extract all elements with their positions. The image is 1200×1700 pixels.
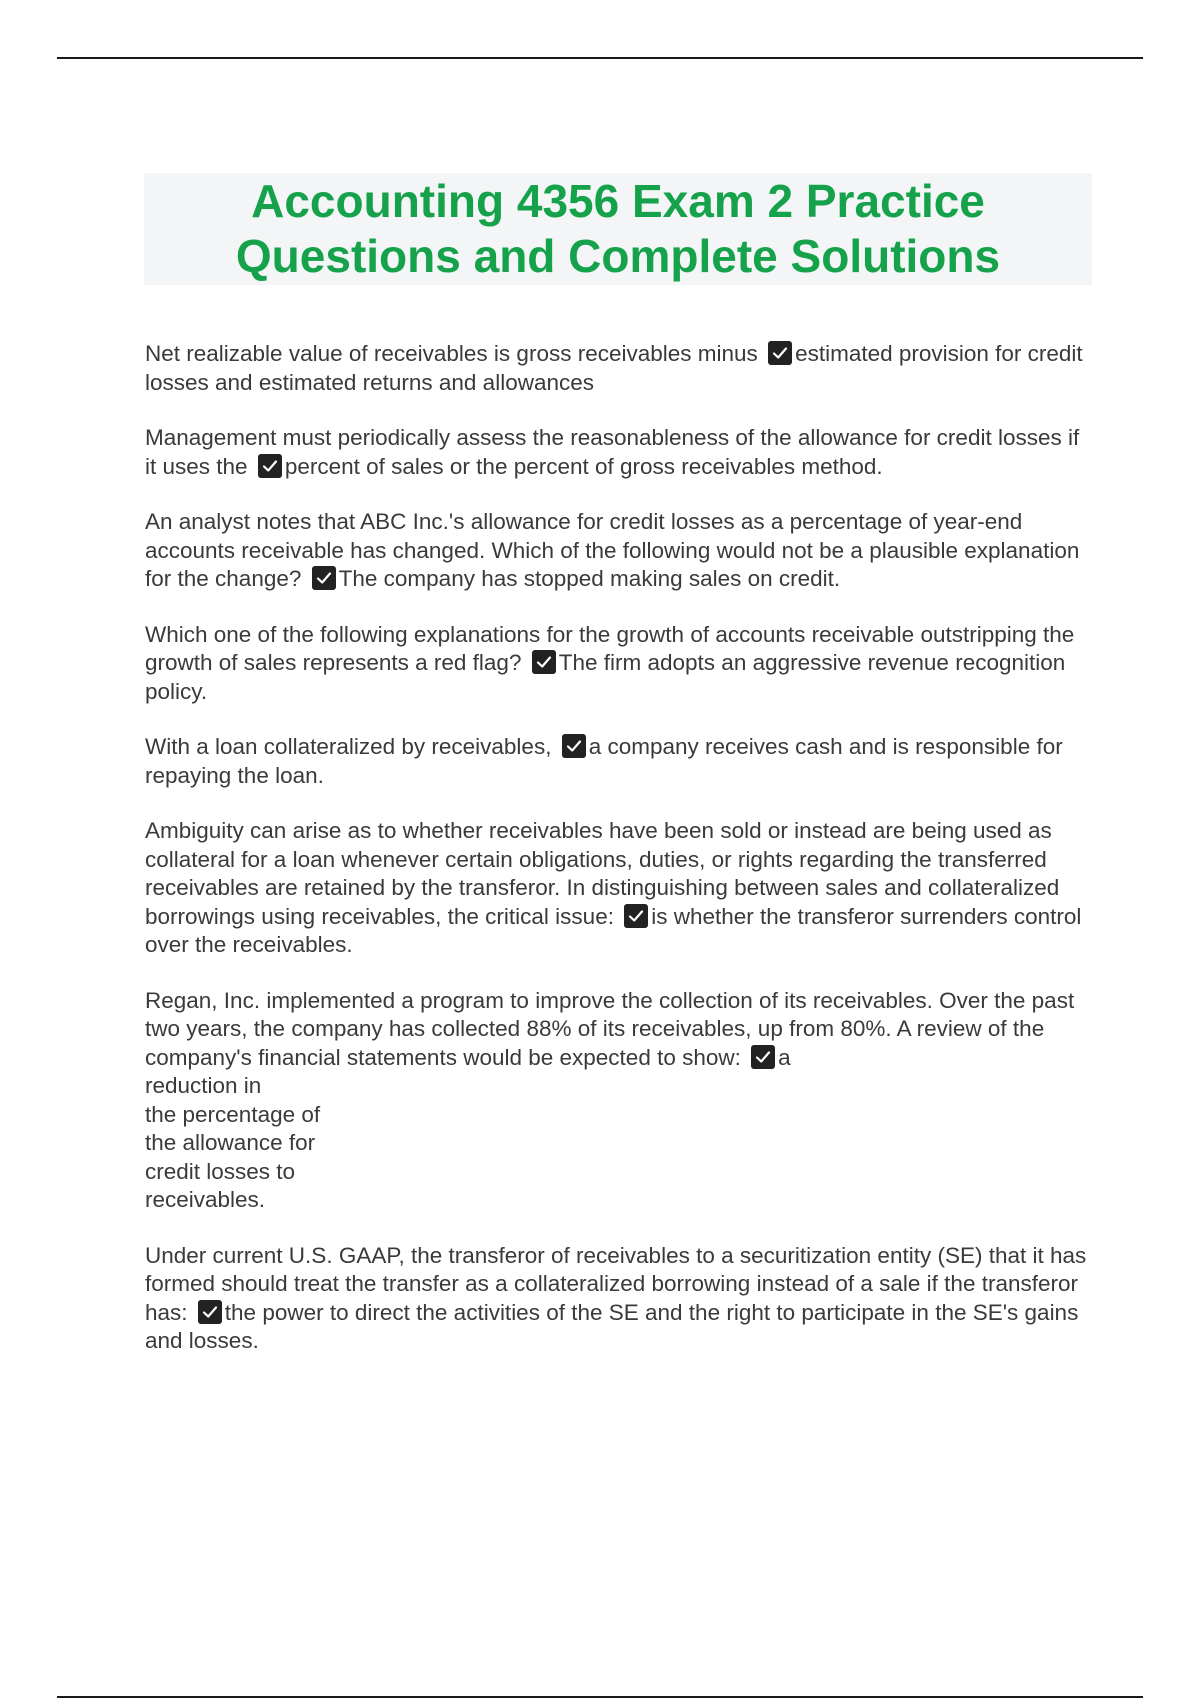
check-box-icon (198, 1300, 222, 1324)
answer-text: The firm adopts an aggressive revenue recognition policy. (145, 650, 1066, 704)
qa-item (145, 733, 1095, 790)
answer-text: The company has stopped making sales on credit. (338, 566, 841, 591)
answer-text: percent of sales or the percent of gross receivables method. (284, 453, 883, 479)
check-box-icon (532, 650, 556, 674)
question-text: Regan, Inc. implemented a program to improve the collection of its receivables. Over the past two years, the company has collected 88% of its receivables, up from 80%. A review of the company's financial statements would be expected to show: (145, 987, 1075, 1070)
qa-item (145, 424, 1095, 481)
answer-text: estimated provision for credit losses and estimated returns and allowances (145, 341, 1083, 395)
title-banner (144, 173, 1092, 285)
qa-item (145, 340, 1095, 397)
answer-line: receivables. (145, 1187, 266, 1212)
answer-line: credit losses to (145, 1158, 296, 1184)
qa-item (145, 987, 1095, 1215)
question-text: Which one of the following explanations for the growth of accounts receivable outstripping the growth of sales represents a red flag? (145, 621, 1075, 675)
check-box-icon (751, 1045, 775, 1069)
answer-line: the percentage of (145, 1101, 321, 1127)
answer-line: the allowance for (145, 1130, 316, 1155)
check-box-icon (768, 341, 792, 365)
answer-text: a (778, 1044, 791, 1070)
check-box-icon (562, 734, 586, 758)
question-text: Net realizable value of receivables is gross receivables minus (145, 341, 758, 366)
check-box-icon (312, 566, 336, 590)
qa-item (145, 621, 1095, 707)
qa-item (145, 1242, 1095, 1356)
answer-text: a company receives cash and is responsible for repaying the loan. (145, 734, 1063, 788)
qa-list (145, 340, 1095, 1383)
top-rule (57, 57, 1143, 59)
check-box-icon (258, 454, 282, 478)
qa-item (145, 508, 1095, 594)
question-text: With a loan collateralized by receivables, (145, 734, 552, 759)
question-text: An analyst notes that ABC Inc.'s allowance for credit losses as a percentage of year-end accounts receivable has changed. Which of the following would not be a plausible explanation for the change? (145, 509, 1080, 591)
question-text: Under current U.S. GAAP, the transferor of receivables to a securitization entity (SE) that it has formed should treat the transfer as a collateralized borrowing instead of a sale if the transferor has: (145, 1242, 1087, 1325)
question-text: Management must periodically assess the reasonableness of the allowance for credit losses if it uses the (145, 425, 1080, 479)
page-title: Accounting 4356 Exam 2 Practice Questions and Complete Solutions (235, 175, 1001, 282)
bottom-rule (57, 1696, 1143, 1698)
answer-text: the power to direct the activities of the SE and the right to participate in the SE's gains and losses. (145, 1299, 1079, 1353)
qa-item (145, 817, 1095, 960)
answer-text: is whether the transferor surrenders control over the receivables. (145, 903, 1082, 957)
answer-line: reduction in (145, 1073, 262, 1098)
question-text: Ambiguity can arise as to whether receivables have been sold or instead are being used as collateral for a loan whenever certain obligations, duties, or rights regarding the transferred receivables are retained by the transferor. In distinguishing between sales and collateralized borrowings using receivables, the critical issue: (145, 818, 1060, 929)
check-box-icon (624, 904, 648, 928)
